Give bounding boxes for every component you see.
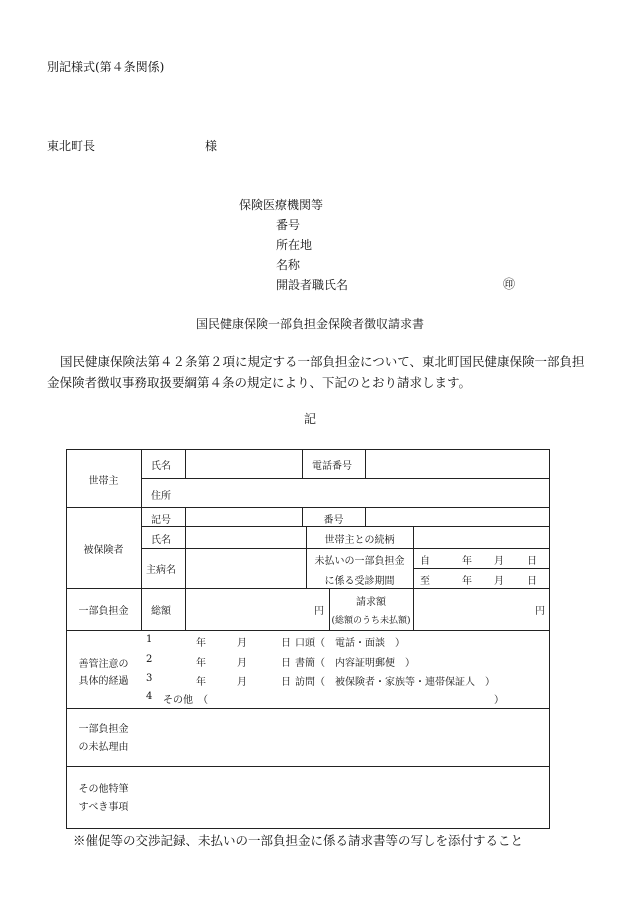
addressee-honorific: 様 [205, 139, 218, 153]
claim-label-1: 請求額 [356, 597, 386, 608]
d2-month: 月 [237, 658, 247, 669]
ki-mark: 記 [304, 412, 317, 426]
body-line-2: 金保険者徴収事務取扱要綱第４条の規定により、下記のとおり請求します。 [47, 375, 472, 390]
table-border-top [66, 449, 550, 450]
total-label: 総額 [151, 606, 171, 617]
number-label: 番号 [276, 218, 301, 232]
document-title: 国民健康保険一部負担金保険者徴収請求書 [196, 317, 425, 331]
to-day-label: 日 [527, 576, 537, 587]
from-month-label: 月 [494, 556, 504, 567]
grid-line [66, 708, 550, 709]
grid-line [66, 630, 550, 631]
seal-mark: ㊞ [503, 277, 516, 291]
d1-text: 口頭（ 電話・面談 ） [295, 638, 405, 649]
disease-label: 主病名 [146, 565, 176, 576]
to-label: 至 [420, 576, 430, 587]
d2-num: 2 [146, 654, 153, 665]
name-label: 名称 [276, 258, 301, 272]
diligence-label-2: 具体的経過 [78, 676, 129, 687]
from-year-label: 年 [462, 556, 472, 567]
d3-year: 年 [196, 677, 206, 688]
d1-month: 月 [237, 638, 247, 649]
footnote: ※催促等の交渉記録、未払いの一部負担金に係る請求書等の写しを添付すること [73, 833, 524, 848]
to-month-label: 月 [494, 576, 504, 587]
d4-text: その他 （ [163, 695, 208, 706]
grid-line [413, 568, 550, 569]
reason-label-2: の未払理由 [78, 742, 129, 753]
d4-num: 4 [146, 691, 153, 702]
d3-day: 日 [281, 677, 291, 688]
address-label: 所在地 [276, 238, 313, 252]
grid-line [141, 478, 550, 479]
grid-line [365, 449, 366, 478]
d2-year: 年 [196, 658, 206, 669]
grid-line [413, 588, 414, 631]
claim-yen-label: 円 [535, 606, 545, 617]
householder-name-label: 氏名 [151, 461, 171, 472]
grid-line [66, 507, 550, 508]
d1-year: 年 [196, 638, 206, 649]
period-label-2: に係る受診期間 [324, 576, 395, 587]
insured-name-label: 氏名 [151, 535, 171, 546]
symbol-label: 記号 [151, 515, 171, 526]
grid-line [302, 449, 303, 478]
reason-label-1: 一部負担金 [78, 724, 129, 735]
d3-text: 訪問（ 被保険者・家族等・連帯保証人 ） [295, 677, 495, 688]
relation-label: 世帯主との続柄 [324, 535, 395, 546]
grid-line [141, 548, 550, 549]
table-border-bottom [66, 828, 550, 829]
total-yen-label: 円 [314, 606, 324, 617]
d3-num: 3 [146, 673, 153, 684]
insured-label: 被保険者 [83, 545, 124, 556]
copay-label: 一部負担金 [78, 606, 129, 617]
grid-line [365, 507, 366, 526]
grid-line [185, 507, 186, 631]
from-day-label: 日 [527, 556, 537, 567]
claim-label-2: (総額のうち未払額) [331, 616, 411, 626]
householder-label: 世帯主 [88, 476, 119, 487]
grid-line [66, 588, 550, 589]
other-label-1: その他特筆 [78, 784, 129, 795]
d2-text: 書簡（ 内容証明郵便 ） [295, 658, 415, 669]
grid-line [141, 526, 550, 527]
table-border-right [549, 449, 550, 829]
org-label: 保険医療機関等 [239, 198, 324, 212]
d3-month: 月 [237, 677, 247, 688]
d1-num: 1 [146, 634, 153, 645]
phone-label: 電話番号 [312, 461, 352, 472]
period-label-1: 未払いの一部負担金 [314, 556, 405, 567]
address-row-label: 住所 [151, 491, 171, 502]
grid-line [141, 449, 142, 631]
body-line-1: 国民健康保険法第４２条第２項に規定する一部負担金について、東北町国民健康保険一部負担 [60, 354, 585, 369]
from-label: 自 [420, 556, 430, 567]
table-border-left [66, 449, 67, 829]
addressee-name: 東北町長 [47, 139, 96, 153]
diligence-label-1: 善管注意の [78, 659, 129, 670]
grid-line [413, 526, 414, 588]
to-year-label: 年 [462, 576, 472, 587]
insured-number-label: 番号 [323, 515, 344, 526]
grid-line [66, 766, 550, 767]
form-label: 別記様式(第４条関係) [47, 60, 165, 74]
other-label-2: すべき事項 [78, 802, 129, 813]
d4-close: ） [494, 695, 504, 706]
founder-label: 開設者職氏名 [276, 278, 349, 292]
grid-line [185, 449, 186, 478]
d2-day: 日 [281, 658, 291, 669]
d1-day: 日 [281, 638, 291, 649]
